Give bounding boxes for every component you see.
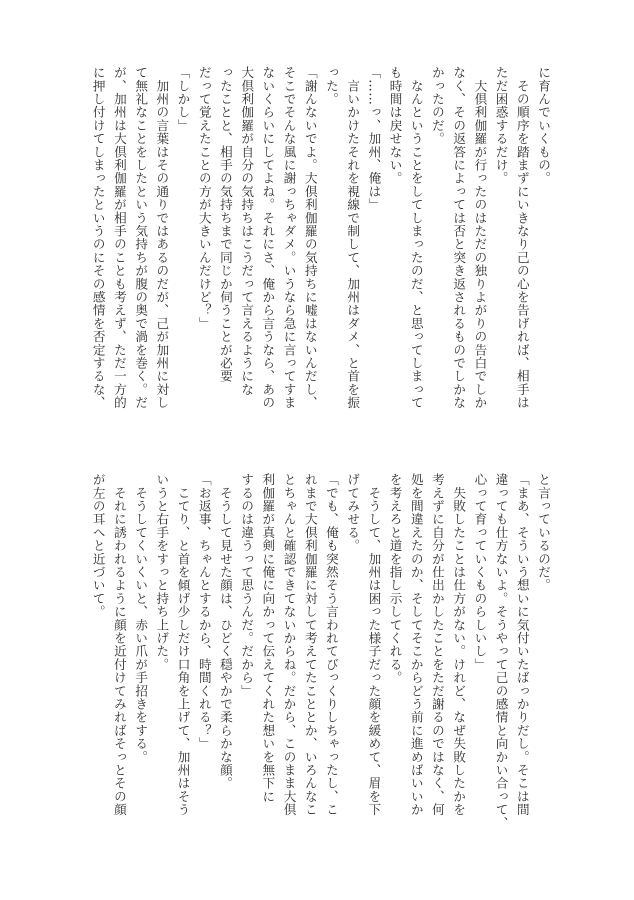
text-line: 「でも、俺も突然そう言われてびっくりしちゃったし、こ [323,473,339,817]
text-line: 違っても仕方ないよ。そうやって己の感情と向かい合って、 [493,473,509,830]
text-line: とちゃんと確認できてないからね。だから、このまま大倶 [281,473,297,817]
text-line: が、加州は大倶利伽羅が相手のことも考えず、ただ一方的 [111,66,127,410]
text-line: 「謝んないでよ。大倶利伽羅の気持ちに嘘はないんだし、 [302,66,318,410]
text-line: った。 [323,66,339,106]
text-line: 加州の言葉はその通りではあるのだが、己が加州に対し [154,66,170,410]
text-line: が左の耳へと近づいて。 [90,473,106,619]
text-line: 利伽羅が真剣に俺に向かって伝えてくれた想いを無下に [260,473,276,803]
text-line: に育んでいくもの。 [536,66,551,185]
text-line: そうして、加州は困った様子だった顔を緩めて、眉を下 [366,473,382,817]
upper-text-block [80,66,554,438]
text-line: かったのだ。 [429,66,445,146]
text-line: ただ困惑するだけ。 [493,66,509,185]
text-line: なく、その返答によっては否と突き返されるものでしかな [451,66,467,410]
text-line: ないくらいにしてよね。それにさ、俺から言うなら、あの [260,66,276,410]
lower-text-block [80,473,554,830]
text-line: いうと右手をすっと持ち上げた。 [154,473,170,671]
text-line: 失敗したことは仕方がない。けれど、なぜ失敗したかを [451,473,467,817]
text-line: 「……っ、加州、俺は」 [366,66,382,212]
text-line: 処を間違えたのか、そしてそこからどう前に進めばいいか [408,473,424,817]
text-line: 心って育っていくものらしいし」 [472,473,488,671]
text-line: その順序を踏まずにいきなり己の心を告げれば、相手は [514,66,530,410]
text-line: を考えろと道を指し示してくれる。 [387,473,403,685]
text-line: 大倶利伽羅が自分の気持ちはこうだって言えるようにな [239,66,255,396]
text-line: こてり、と首を傾げ少しだけ口角を上げて、加州はそう [175,473,191,817]
text-line: 「まあ、そういう想いに気付いたばっかりだし。そこは間 [514,473,530,817]
text-line: に押し付けてしまったというのにその感情を否定するな、 [90,66,106,410]
text-line: も時間は戻せない。 [387,66,403,185]
text-line: て無礼なことをしたという気持ちが腹の奥で渦を巻く。だ [133,66,149,410]
text-line: れまで大倶利伽羅に対して考えてたこととか、いろんなこ [302,473,318,817]
text-line: そうして見せた顔は、ひどく穏やかで柔らかな顔。 [217,473,233,790]
text-line: 考えずに自分が仕出かしたことをただ謝るのではなく、何 [429,473,445,817]
text-line: ったことと、相手の気持ちまで同じか伺うことが必要 [217,66,233,383]
text-line: だって覚えたことの方が大きいんだけど？」 [196,66,212,330]
text-line: と言っているのだ。 [536,473,551,592]
text-line: なんということをしてしまったのだ、と思ってしまって [408,66,424,410]
text-line: 「お返事、ちゃんとするから、時間くれる？」 [196,473,212,751]
text-line: そうしてくいくいと、赤い爪が手招きをする。 [133,473,149,764]
text-line: 「しかし」 [175,66,191,132]
text-line: するのは違うって思うんだ。だから」 [239,473,255,698]
text-line: げてみせる。 [345,473,361,553]
text-line: そこでそんな風に謝っちゃダメ。いうなら急に言ってすま [281,66,297,410]
text-line: 大倶利伽羅が行ったのはただの独りよがりの告白でしか [472,66,488,410]
text-line: それに誘われるように顔を近付けてみればそっとその顔 [111,473,127,817]
text-line: 言いかけたそれを視線で制して、加州はダメ、と首を振 [345,66,361,410]
